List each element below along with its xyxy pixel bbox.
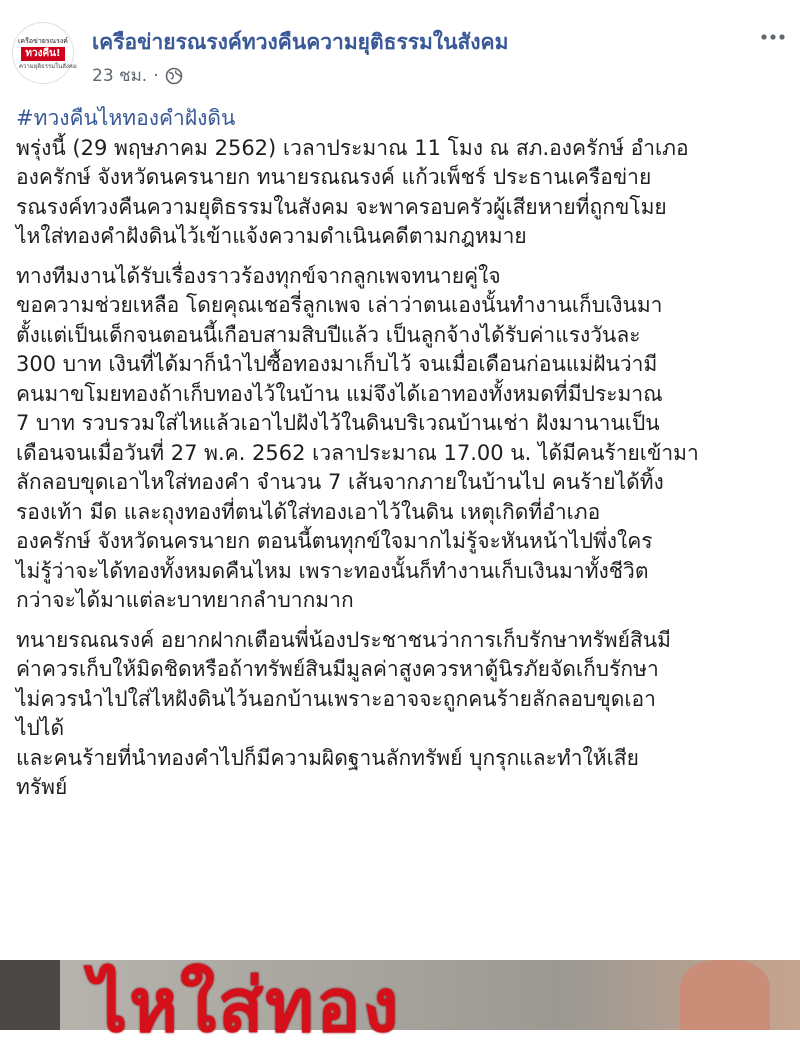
- post-text: [16, 104, 790, 813]
- page-name-link[interactable]: เครือข่ายรณรงค์ทวงคืนความยุติธรรมในสังคม: [92, 30, 509, 54]
- more-options-icon[interactable]: [760, 28, 786, 42]
- hashtag-link[interactable]: #ทวงคืนไหทองคำฝังดิน: [16, 106, 236, 130]
- post-timestamp[interactable]: 23 ชม.: [92, 66, 148, 86]
- page-avatar[interactable]: [12, 22, 77, 84]
- post-paragraph-2: ทางทีมงานได้รับเรื่องราวร้องทุกข์จากลูกเพจทนายคู่ใจ ขอความช่วยเหลือ โดยคุณเชอรี่ลูกเพจ เล่าว่าตนเองนั้นทำงานเก็บเงินมา ตั้งแต่เป็นเด็กจนตอนนี้เกือบสามสิบปีแล้ว เป็นลูกจ้างได้รับค่าแรงวันละ 300 บาท เงินที่ได้มาก็นำไปซื้อทองมาเก็บไว้ จนเมื่อเดือนก่อนแม่ฝันว่ามี คนมาขโมยทองถ้าเก็บทองไว้ในบ้าน แม่จึงได้เอาทองทั้งหมดที่มีประมาณ 7 บาท รวบรวมใส่ไหแล้วเอาไปฝังไว้ในดินบริเวณบ้านเช่า ฝังมานานเป็น เดือนจนเมื่อวันที่ 27 พ.ค. 2562 เวลาประมาณ 17.00 น. ได้มีคนร้ายเข้ามา ลักลอบขุดเอาไหใส่ทองคำ จำนวน 7 เส้นจากภายในบ้านไป คนร้ายได้ทิ้ง รองเท้า มีด และถุงทองที่ตนได้ใส่ทองเอาไว้ในดิน เหตุเกิดที่อำเภอ องครักษ์ จังหวัดนครนายก ตอนนี้ตนทุกข์ใจมากไม่รู้จะหันหน้าไปพึ่งใคร ไม่รู้ว่าจะได้ทองทั้งหมดคืนไหม เพราะทองนั้นก็ทำงานเก็บเงินมาทั้งชีวิต กว่าจะได้มาแต่ละบาทยากลำบากมาก: [16, 263, 699, 612]
- globe-icon[interactable]: [165, 67, 183, 85]
- avatar-line-3: ความยุติธรรมในสังคม: [19, 63, 77, 70]
- image-overlay-text: ไหใส่ทอง: [90, 963, 401, 1049]
- post-meta: [92, 62, 183, 89]
- image-dark-region: [0, 960, 60, 1030]
- post-paragraph-1: พรุ่งนี้ (29 พฤษภาคม 2562) เวลาประมาณ 11 โมง ณ สภ.องครักษ์ อำเภอ องครักษ์ จังหวัดนครนายก ทนายรณณรงค์ แก้วเพ็ชร์ ประธานเครือข่าย รณรงค์ทวงคืนความยุติธรรมในสังคม จะพาครอบครัวผู้เสียหายที่ถูกขโมย ไหใส่ทองคำฝังดินไว้เข้าแจ้งความดำเนินคดีตามกฎหมาย: [16, 135, 689, 248]
- post-image[interactable]: [0, 960, 800, 1049]
- post-paragraph-3: ทนายรณณรงค์ อยากฝากเตือนพี่น้องประชาชนว่าการเก็บรักษาทรัพย์สินมี ค่าควรเก็บให้มิดชิดหรือถ้าทรัพย์สินมีมูลค่าสูงควรหาตู้นิรภัยจัดเก็บรักษา ไม่ควรนำไปใส่ไหฝังดินไว้นอกบ้านเพราะอาจจะถูกคนร้ายลักลอบขุดเอา ไปได้ และคนร้ายที่นำทองคำไปก็มีความผิดฐานลักทรัพย์ บุกรุกและทำให้เสีย ทรัพย์: [16, 627, 671, 799]
- image-arm-region: [680, 960, 770, 1030]
- meta-separator: ·: [153, 65, 159, 86]
- avatar-line-2: ทวงคืน!: [21, 47, 65, 61]
- avatar-line-1: เครือข่ายรณรงค์: [18, 37, 68, 45]
- post-header: [0, 0, 800, 96]
